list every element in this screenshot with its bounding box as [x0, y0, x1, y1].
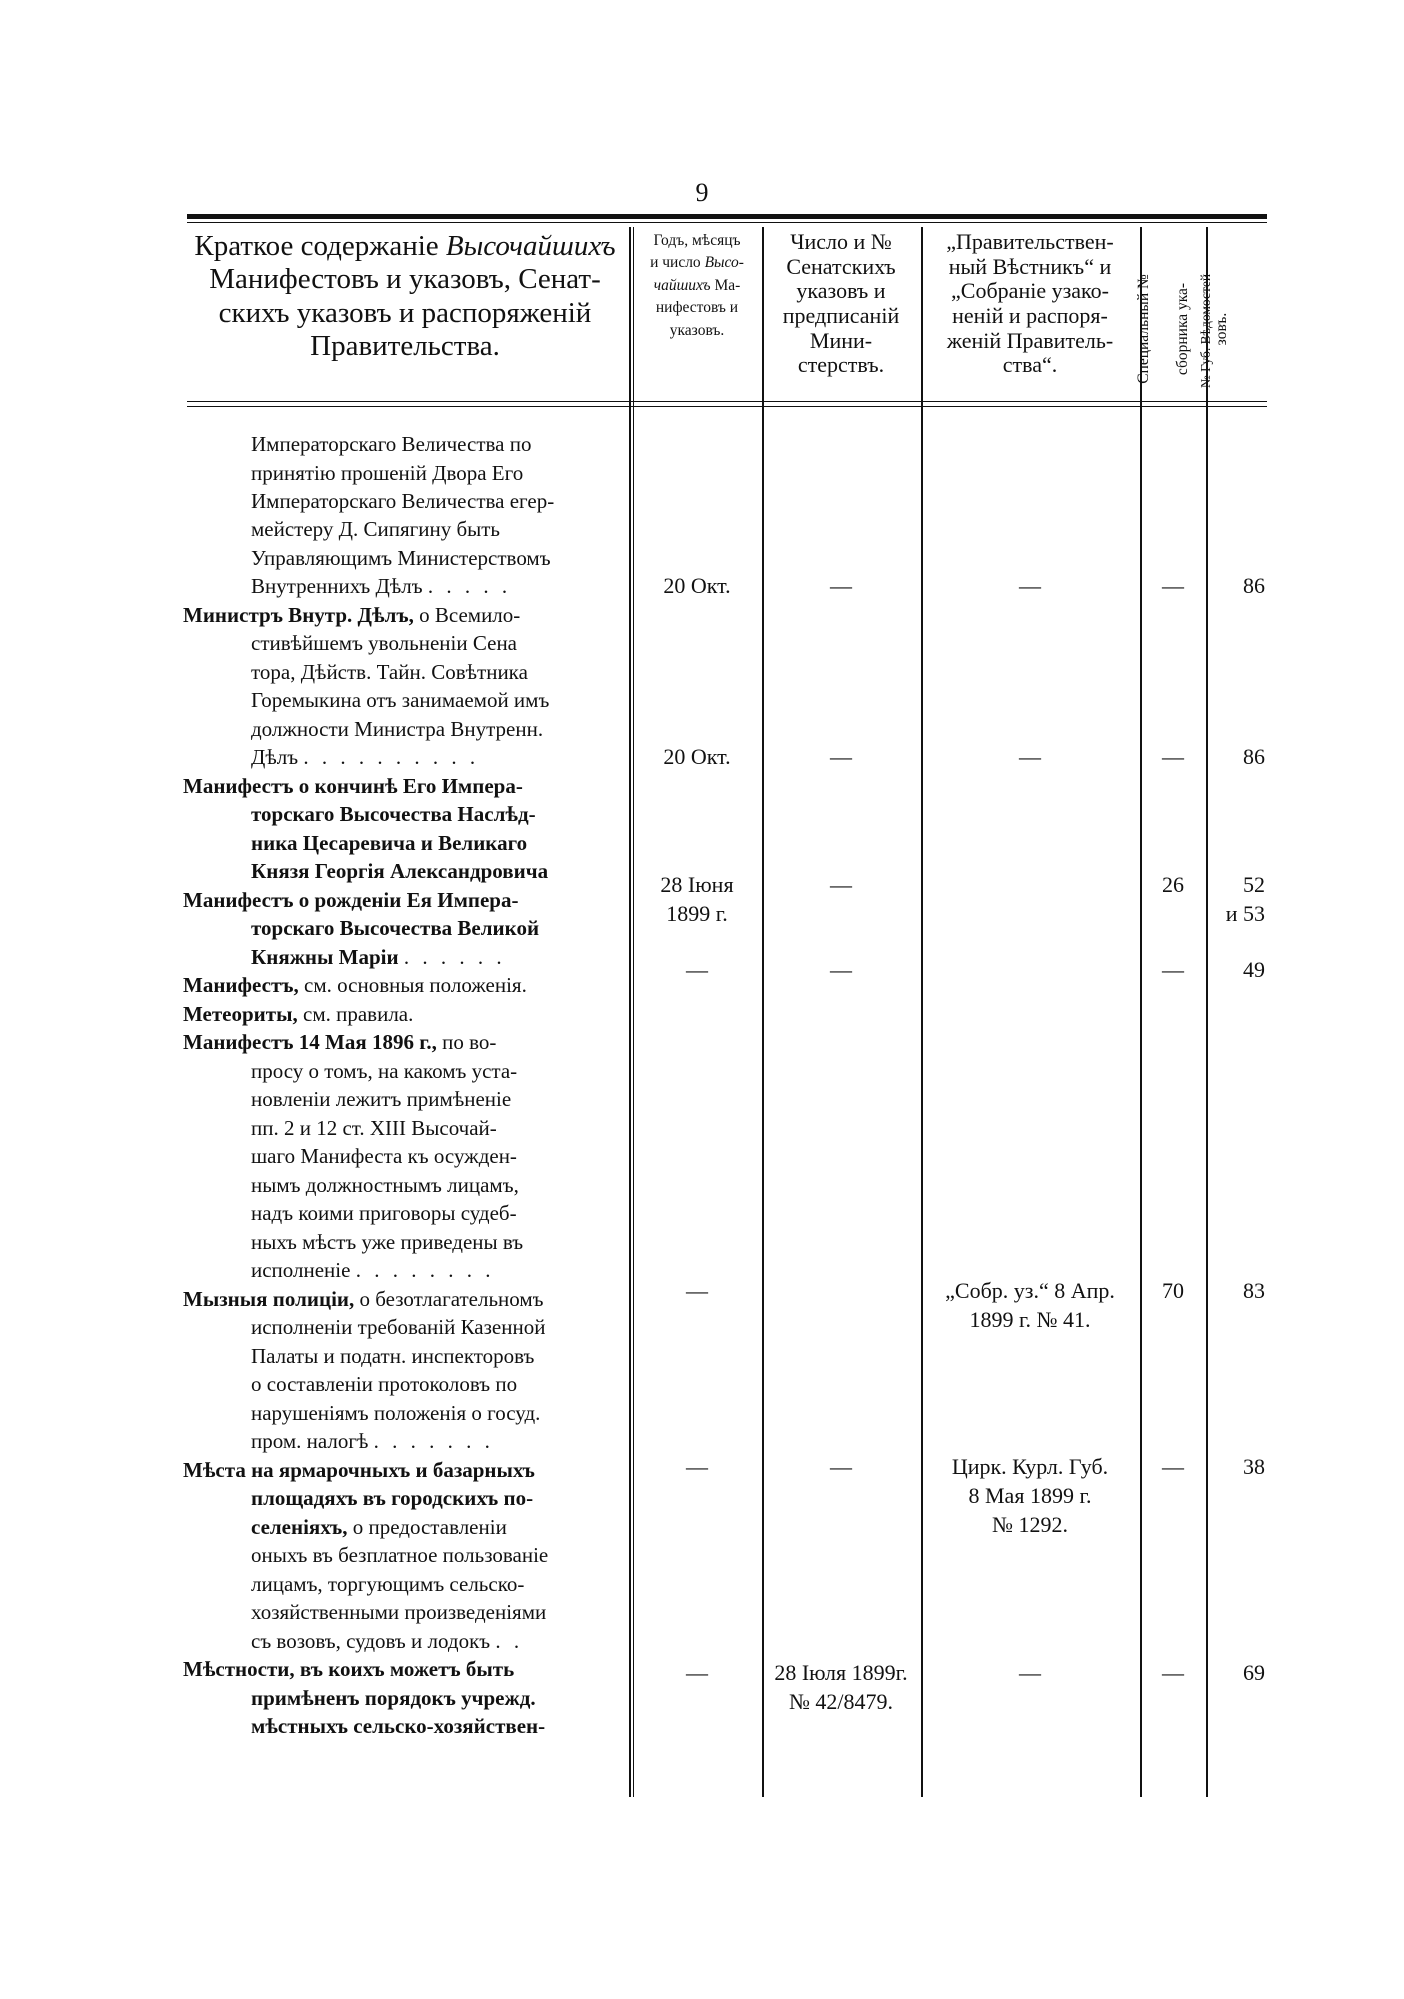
row6-senate: —	[830, 1454, 852, 1479]
page-number: 9	[695, 178, 709, 207]
entry-line: Императорскаго Величества егер-	[251, 489, 555, 513]
row5-collection: 70	[1162, 1278, 1184, 1303]
entry-line: мейстеру Д. Сипягину быть	[251, 517, 500, 541]
entry-line: Императорскаго Величества по	[251, 432, 532, 456]
row7-date: —	[686, 1660, 708, 1685]
entry-line: примѣненъ порядокъ учрежд.	[251, 1686, 536, 1710]
entry-line: тора, Дѣйств. Тайн. Совѣтника	[251, 660, 528, 684]
row1-senate: —	[830, 573, 852, 598]
row3-date: 28 Іюня 1899 г.	[660, 872, 734, 926]
header-gazette: „Правительствен- ный Вѣстникъ“ и „Собраніе узако- неній и распоря- женій Правитель- ства“.	[946, 229, 1114, 378]
entry-line: должности Министра Внутренн.	[251, 717, 544, 741]
column-divider-1	[629, 227, 631, 1797]
entry-line: Управляющимъ Министерствомъ	[251, 546, 551, 570]
row3-senate: —	[830, 872, 852, 897]
entry-line: съ возовъ, судовъ и лодокъ . .	[251, 1629, 524, 1653]
entry-line: Манифестъ о кончинѣ Его Импера-	[183, 774, 523, 798]
row2-date: 20 Окт.	[663, 744, 731, 769]
row5-provincial: 83	[1243, 1278, 1265, 1303]
column-divider-4	[1140, 227, 1142, 1797]
row1-provincial: 86	[1243, 573, 1265, 598]
row1-gazette: —	[1019, 573, 1041, 598]
row6-provincial: 38	[1243, 1454, 1265, 1479]
entry-line: мѣстныхъ сельско-хозяйствен-	[251, 1714, 546, 1738]
header-date: Годъ, мѣсяцъ и число Высо- чайшихъ Ма- нифестовъ и указовъ.	[650, 232, 744, 339]
entry-line: новленіи лежитъ примѣненіе	[251, 1087, 512, 1111]
header-bottom-rule	[187, 401, 1267, 402]
entry-line: просу о томъ, на какомъ уста-	[251, 1059, 518, 1083]
entry-line: Дѣлъ . . . . . . . . . .	[251, 745, 480, 769]
row2-provincial: 86	[1243, 744, 1265, 769]
header-rule-thick	[187, 214, 1267, 219]
entry-line: нарушеніямъ положенія о госуд.	[251, 1401, 541, 1425]
row1-date: 20 Окт.	[663, 573, 731, 598]
entry-line: Манифестъ о рожденіи Ея Импера-	[183, 888, 519, 912]
entry-line: Манифестъ, см. основныя положенія.	[183, 973, 527, 997]
header-bottom-rule-2	[187, 406, 1267, 407]
row2-senate: —	[830, 744, 852, 769]
entry-line: хозяйственными произведеніями	[251, 1600, 547, 1624]
column-divider-2	[762, 227, 764, 1797]
entry-line: лицамъ, торгующимъ сельско-	[251, 1572, 525, 1596]
header-description: Краткое содержаніе Высочайшихъ Манифестовъ и указовъ, Сенат- скихъ указовъ и распоряженій Правительства.	[194, 230, 616, 363]
row4-date: —	[686, 957, 708, 982]
entry-line: исполненіе . . . . . . . .	[251, 1258, 495, 1282]
entry-line: Палаты и податн. инспекторовъ	[251, 1344, 535, 1368]
entry-line: нымъ должностнымъ лицамъ,	[251, 1173, 519, 1197]
row7-senate: 28 Іюля 1899г. № 42/8479.	[774, 1660, 908, 1714]
entry-line: площадяхъ въ городскихъ по-	[251, 1486, 534, 1510]
row4-collection: —	[1162, 957, 1184, 982]
entry-line: торскаго Высочества Великой	[251, 916, 540, 940]
row7-gazette: —	[1019, 1660, 1041, 1685]
entry-line: исполненіи требованій Казенной	[251, 1315, 546, 1339]
entry-line: Метеориты, см. правила.	[183, 1002, 414, 1026]
entry-line: ника Цесаревича и Великаго	[251, 831, 528, 855]
entry-line: надъ коими приговоры судеб-	[251, 1201, 517, 1225]
row7-provincial: 69	[1243, 1660, 1265, 1685]
header-collection-number: Специальный № сборника ука- зовъ.	[1135, 274, 1230, 384]
row5-gazette: „Собр. уз.“ 8 Апр. 1899 г. № 41.	[945, 1278, 1115, 1332]
entry-line: ныхъ мѣстъ уже приведены въ	[251, 1230, 524, 1254]
entry-line: оныхъ въ безплатное пользованіе	[251, 1543, 549, 1567]
column-divider-5	[1206, 227, 1208, 1797]
header-senate-decrees: Число и № Сенатскихъ указовъ и предписаній Мини- стерствъ.	[782, 229, 900, 378]
entry-line: пп. 2 и 12 ст. XIII Высочай-	[251, 1116, 497, 1140]
header-provincial-gazette: № Губ. Вѣдомостей	[1198, 273, 1213, 389]
row3-provincial: 52 и 53	[1225, 872, 1265, 926]
entry-line: шаго Манифеста къ осужден-	[251, 1144, 517, 1168]
row5-date: —	[686, 1278, 708, 1303]
row6-date: —	[686, 1454, 708, 1479]
row4-senate: —	[830, 957, 852, 982]
entry-line: Князя Георгія Александровича	[251, 859, 549, 883]
entry-line: Манифестъ 14 Мая 1896 г., по во-	[183, 1030, 497, 1054]
entry-line: Мѣста на ярмарочныхъ и базарныхъ	[183, 1458, 535, 1482]
entry-line: стивѣйшемъ увольненіи Сена	[251, 631, 517, 655]
entry-line: Мѣстности, въ коихъ можетъ быть	[183, 1657, 515, 1681]
row3-collection: 26	[1162, 872, 1184, 897]
entry-line: Министръ Внутр. Дѣлъ, о Всемило-	[183, 603, 521, 627]
entry-line: Княжны Маріи . . . . . .	[251, 945, 506, 969]
entry-line: пром. налогѣ . . . . . . .	[251, 1429, 494, 1453]
entry-line: Горемыкина отъ занимаемой имъ	[251, 688, 550, 712]
entry-line: принятію прошеній Двора Его	[251, 461, 524, 485]
row2-gazette: —	[1019, 744, 1041, 769]
entry-line: торскаго Высочества Наслѣд-	[251, 802, 536, 826]
entry-line: селеніяхъ, о предоставленіи	[251, 1515, 507, 1539]
row4-provincial: 49	[1243, 957, 1265, 982]
row2-collection: —	[1162, 744, 1184, 769]
entry-line: Внутреннихъ Дѣлъ . . . . .	[251, 574, 512, 598]
column-divider-3	[921, 227, 923, 1797]
row7-collection: —	[1162, 1660, 1184, 1685]
column-divider-1b	[633, 227, 634, 1797]
row1-collection: —	[1162, 573, 1184, 598]
entry-line: о составленіи протоколовъ по	[251, 1372, 518, 1396]
header-rule-thin	[187, 222, 1267, 223]
row6-gazette: Цирк. Курл. Губ. 8 Мая 1899 г. № 1292.	[951, 1454, 1109, 1537]
row6-collection: —	[1162, 1454, 1184, 1479]
entry-line: Мызныя полиціи, о безотлагательномъ	[183, 1287, 544, 1311]
